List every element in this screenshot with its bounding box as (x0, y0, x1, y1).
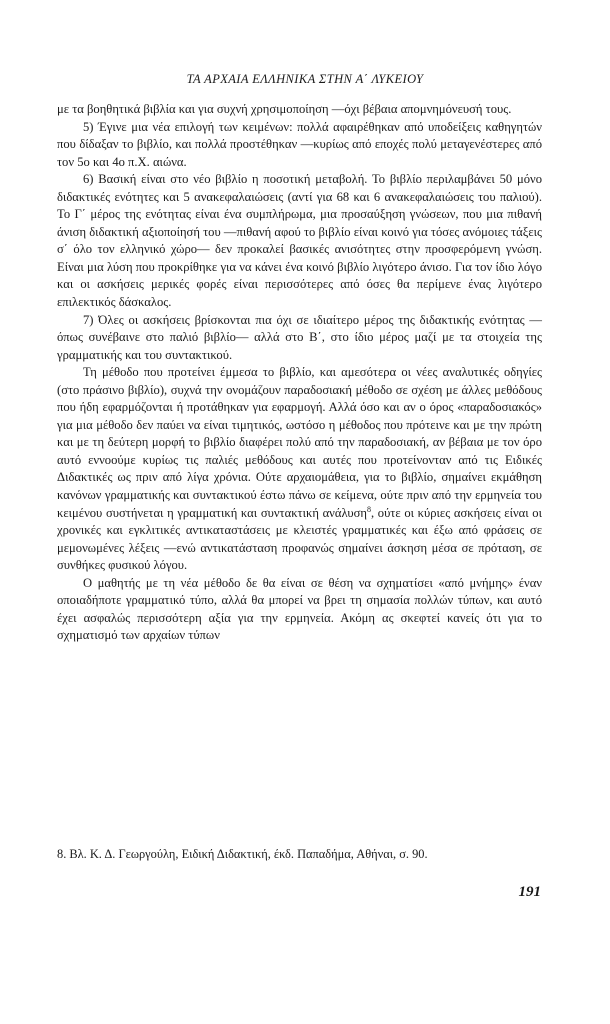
paragraph-method-text-end: , ούτε οι κύριες ασκήσεις είναι οι χρονικές και εγκλιτικές αντικαταστάσεις με κλειστές γραμματικές και έξω από φράσεις σε μεμονωμένες λέξεις —ενώ αντικατάσταση προφανώς σημαίνει άσκηση μέσα σε πρόταση, σε συνθήκες φυσικού λόγου. (57, 505, 542, 573)
paragraph-point-6: 6) Βασική είναι στο νέο βιβλίο η ποσοτική μεταβολή. Το βιβλίο περιλαμβάνει 50 μόνο διδακτικές ενότητες και 5 ανακεφαλαιώσεις (αντί για 68 και 6 ανακεφαλαιώσεις του παλιού). Το Γ΄ μέρος της ενότητας είναι ένα συμπλήρωμα, μια προσαύξηση γνώσεων, που μια πιθανή άνιση διδακτική αξιοποίησή του —πιθανή αφού το βιβλίο είναι κοινό για τόσες ανόμοιες τάξεις σ΄ όλο τον ελληνικό χώρο— δεν προκαλεί βασικές ανισότητες στην προσφερόμενη γνώση. Είναι μια λύση που προκρίθηκε για να κάνει ένα κοινό βιβλίο λιγότερο άνισο. Για τον ίδιο λόγο και οι ασκήσεις μερικές φορές είναι περισσότερες από όσες θα περίμενε ένας λιγότερο επιλεκτικός δάσκαλος. (57, 172, 542, 310)
body-text (57, 101, 542, 645)
running-head: ΤΑ ΑΡΧΑΙΑ ΕΛΛΗΝΙΚΑ ΣΤΗΝ Α΄ ΛΥΚΕΙΟΥ (186, 72, 424, 86)
footnote: 8. Βλ. Κ. Δ. Γεωργούλη, Ειδική Διδακτική, έκδ. Παπαδήμα, Αθήναι, σ. 90. (57, 847, 428, 861)
paragraph-continuation: με τα βοηθητικά βιβλία και για συχνή χρησιμοποίηση —όχι βέβαια απομνημόνευσή τους. (57, 102, 512, 116)
paragraph-method-text: Τη μέθοδο που προτείνει έμμεσα το βιβλίο, και αμεσότερα οι νέες αναλυτικές οδηγίες (στο πράσινο βιβλίο), συχνά την ονομάζουν παραδοσιακή μέθοδο σε σχέση με άλλες μεθόδους που ήδη εφαρμόζονται ή προτάθηκαν για εφαρμογή. Αλλά όσο και αν ο όρος «παραδοσιακός» για μια μέθοδο δεν παύει να είναι τιμητικός, ωστόσο η μέθοδος που πρότεινε και με την πρώτη και με τη δεύτερη μορφή το βιβλίο διαφέρει πολύ από την παραδοσιακή, αν βέβαια με τον όρο αυτό εννοούμε κυρίως τις παλιές μεθόδους και αυτές που προτείνονταν από τις Ειδικές Διδακτικές ως πριν από λίγα χρόνια. Ούτε αρχαιομάθεια, για το βιβλίο, σημαίνει εκμάθηση κανόνων γραμματικής και συντακτικού έστω πάνω σε κείμενα, ούτε πριν από την ερμηνεία του κειμένου συστήνεται η γραμματική και συντακτική ανάλυση (57, 365, 542, 520)
paragraph-point-7: 7) Όλες οι ασκήσεις βρίσκονται πια όχι σε ιδιαίτερο μέρος της διδακτικής ενότητας —όπως συνέβαινε στο παλιό βιβλίο— αλλά στο Β΄, στο ίδιο μέρος μαζί με τα στοιχεία της γραμματικής και του συντακτικού. (57, 312, 542, 362)
footnote-reference: 8 (366, 504, 371, 514)
page-number: 191 (518, 884, 541, 900)
paragraph-student: Ο μαθητής με τη νέα μέθοδο δε θα είναι σε θέση να σχηματίσει «από μνήμης» έναν οποιαδήποτε γραμματικό τύπο, αλλά θα μπορεί να βρει τη σημασία πολλών τύπων, και αυτό έχει ασφαλώς περισσότερη αξία για την ερμηνεία. Ακόμη ας σκεφτεί κανείς ότι για το σχηματισμό των αρχαίων τύπων (57, 575, 542, 643)
paragraph-point-5: 5) Έγινε μια νέα επιλογή των κειμένων: πολλά αφαιρέθηκαν από υποδείξεις καθηγητών που δίδαξαν το βιβλίο, και πολλά προστέθηκαν —κυρίως από εποχές πολύ μεταγενέστερες από τον 5ο και 4ο π.Χ. αιώνα. (57, 119, 542, 169)
paragraph-method (57, 364, 542, 575)
